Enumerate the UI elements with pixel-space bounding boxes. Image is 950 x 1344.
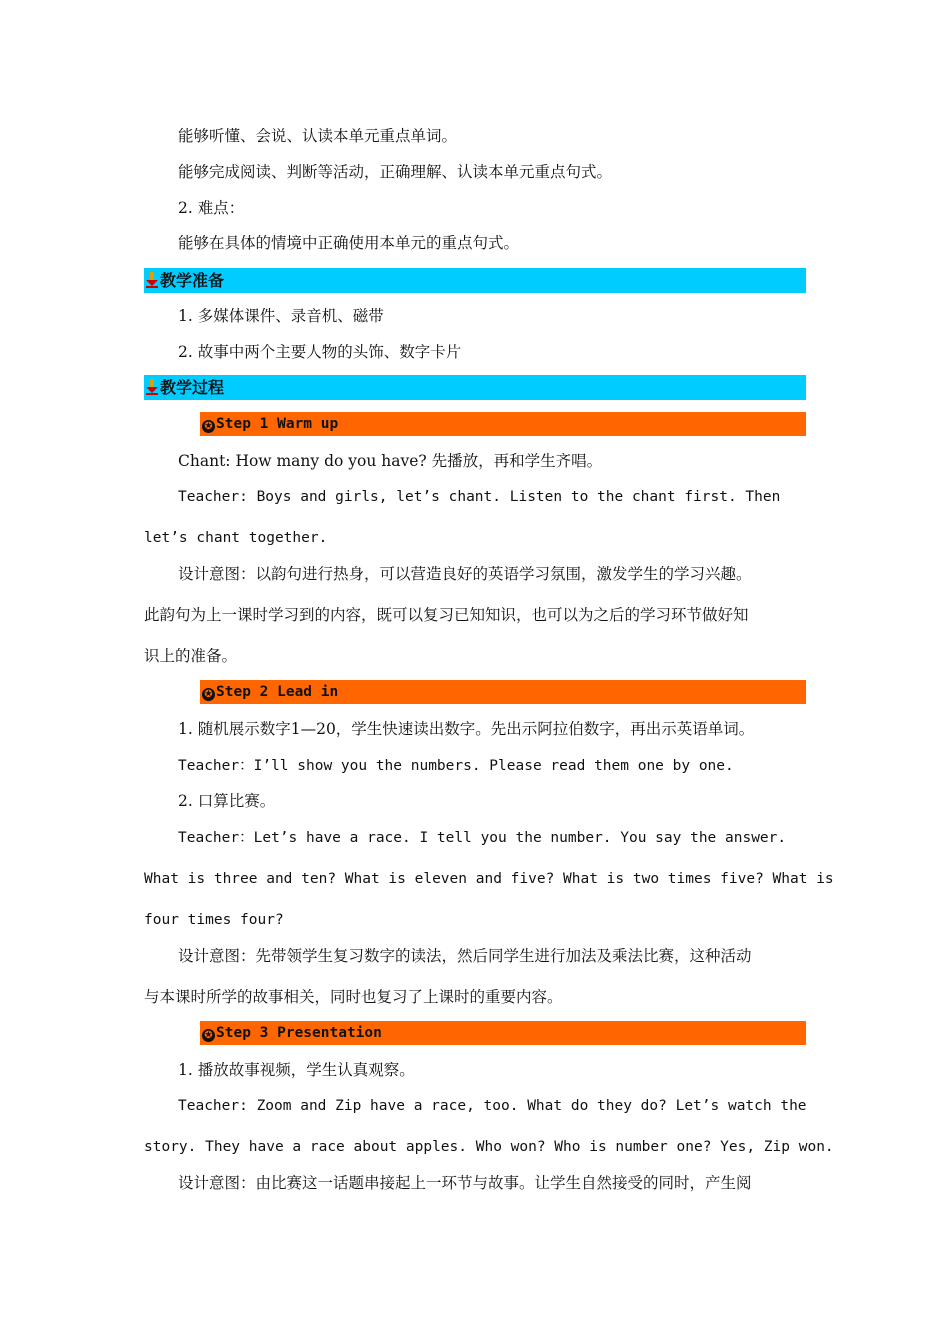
step-heading-2 bbox=[200, 680, 806, 704]
star-badge-icon: ✪ bbox=[202, 420, 215, 433]
design-intent: 设计意图：先带领学生复习数字的读法，然后同学生进行加法及乘法比赛，这种活动 bbox=[178, 947, 752, 965]
step-heading-1 bbox=[200, 412, 806, 436]
star-badge-icon: ✪ bbox=[202, 1029, 215, 1042]
teacher-line: Teacher: Boys and girls, let’s chant. Listen to the chant first. Then bbox=[178, 489, 781, 505]
teacher-line: story. They have a race about apples. Who won? Who is number one? Yes, Zip won. bbox=[144, 1139, 834, 1155]
section-title: 教学准备 bbox=[160, 271, 225, 290]
design-intent: 设计意图：以韵句进行热身，可以营造良好的英语学习氛围，激发学生的学习兴趣。 bbox=[178, 565, 752, 583]
step-heading-3 bbox=[200, 1021, 806, 1045]
activity-item: 2. 口算比赛。 bbox=[178, 792, 276, 810]
step-title: Step 3 Presentation bbox=[216, 1025, 382, 1041]
section-heading-prep bbox=[144, 268, 806, 293]
teacher-line: Teacher：I’ll show you the numbers. Please read them one by one. bbox=[178, 758, 734, 774]
teacher-line: Teacher：Let’s have a race. I tell you the number. You say the answer. bbox=[178, 830, 787, 846]
design-intent: 此韵句为上一课时学习到的内容，既可以复习已知知识，也可以为之后的学习环节做好知 bbox=[144, 606, 749, 624]
difficulty-text: 能够在具体的情境中正确使用本单元的重点句式。 bbox=[178, 234, 520, 252]
difficulty-heading: 2. 难点： bbox=[178, 199, 245, 217]
teacher-line: What is three and ten? What is eleven and five? What is two times five? What is bbox=[144, 871, 834, 887]
arrow-down-icon bbox=[146, 379, 158, 395]
teacher-line: let’s chant together. bbox=[144, 530, 328, 546]
design-intent: 识上的准备。 bbox=[144, 647, 238, 665]
objective-line: 能够完成阅读、判断等活动，正确理解、认读本单元重点句式。 bbox=[178, 163, 613, 181]
section-heading-process bbox=[144, 375, 806, 400]
teacher-line: four times four? bbox=[144, 912, 284, 928]
prep-item: 1. 多媒体课件、录音机、磁带 bbox=[178, 307, 384, 325]
design-intent: 设计意图：由比赛这一话题串接起上一环节与故事。让学生自然接受的同时，产生阅 bbox=[178, 1174, 752, 1192]
prep-item: 2. 故事中两个主要人物的头饰、数字卡片 bbox=[178, 343, 462, 361]
teacher-line: Teacher: Zoom and Zip have a race, too. What do they do? Let’s watch the bbox=[178, 1098, 807, 1114]
arrow-down-icon bbox=[146, 272, 158, 288]
step-title: Step 2 Lead in bbox=[216, 684, 339, 700]
activity-item: 1. 播放故事视频，学生认真观察。 bbox=[178, 1061, 415, 1079]
objective-line: 能够听懂、会说、认读本单元重点单词。 bbox=[178, 127, 458, 145]
chant-line: Chant: How many do you have? 先播放，再和学生齐唱。 bbox=[178, 452, 603, 470]
design-intent: 与本课时所学的故事相关，同时也复习了上课时的重要内容。 bbox=[144, 988, 563, 1006]
section-title: 教学过程 bbox=[160, 378, 225, 397]
star-badge-icon: ✪ bbox=[202, 688, 215, 701]
activity-item: 1. 随机展示数字1—20，学生快速读出数字。先出示阿拉伯数字，再出示英语单词。 bbox=[178, 720, 755, 738]
step-title: Step 1 Warm up bbox=[216, 416, 339, 432]
